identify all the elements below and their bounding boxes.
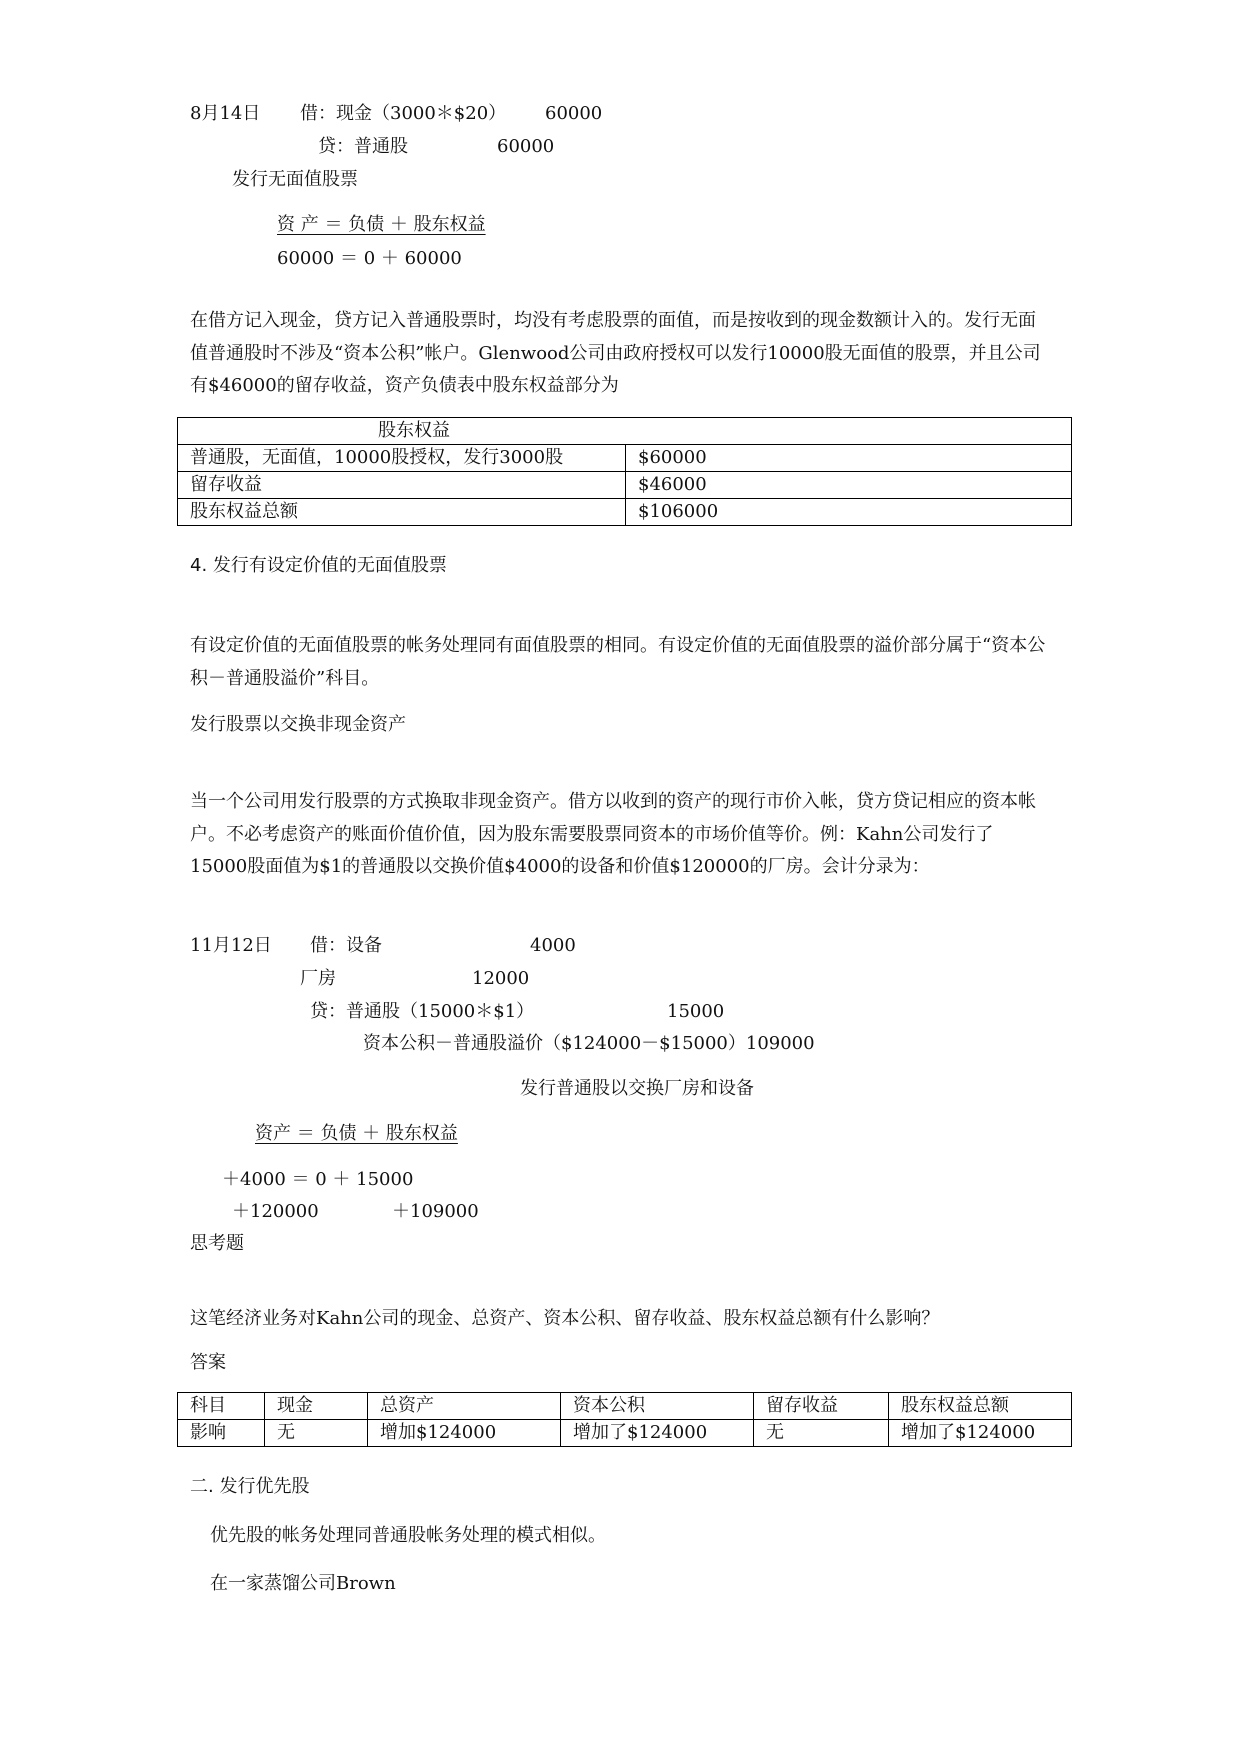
- paragraph-preferred-stock: 优先股的帐务处理同普通股帐务处理的模式相似。: [210, 1525, 606, 1546]
- entry2-date: 11月12日: [190, 935, 272, 956]
- entry2-credit1-amount: 15000: [667, 1001, 725, 1022]
- entry2-debit1: 借：设备: [310, 935, 382, 956]
- entry2-equation-line1: ＋4000 ＝ 0 ＋ 15000: [222, 1169, 414, 1190]
- entry2-equation-header: 资产 ＝ 负债 ＋ 股东权益: [255, 1123, 458, 1144]
- answer-cell: 影响: [178, 1420, 265, 1447]
- answer-cell: 无: [265, 1420, 368, 1447]
- answer-cell: 增加$124000: [368, 1420, 561, 1447]
- entry1-date: 8月14日: [190, 103, 261, 124]
- question-text: 这笔经济业务对Kahn公司的现金、总资产、资本公积、留存收益、股东权益总额有什么影响？: [190, 1308, 940, 1329]
- answer-header-cell: 现金: [265, 1393, 368, 1420]
- entry2-debit1-amount: 4000: [530, 935, 576, 956]
- equity-table: [177, 417, 1072, 526]
- answer-cell: 增加了$124000: [561, 1420, 754, 1447]
- answer-header-cell: 科目: [178, 1393, 265, 1420]
- answer-header-cell: 总资产: [368, 1393, 561, 1420]
- answer-table: [177, 1392, 1072, 1447]
- equity-row-label: 普通股，无面值，10000股授权，发行3000股: [178, 445, 626, 472]
- entry2-note: 发行普通股以交换厂房和设备: [520, 1078, 754, 1099]
- answer-cell: 增加了$124000: [889, 1420, 1072, 1447]
- entry2-equation-line2-left: ＋120000: [232, 1201, 319, 1222]
- equity-row-value: $106000: [626, 499, 1072, 526]
- equity-row-value: $46000: [626, 472, 1072, 499]
- table-row: [178, 1420, 1072, 1447]
- entry2-equation-line2-right: ＋109000: [392, 1201, 479, 1222]
- entry2-debit2-amount: 12000: [472, 968, 530, 989]
- subheading-noncash-exchange: 发行股票以交换非现金资产: [190, 714, 406, 735]
- table-row: [178, 445, 1072, 472]
- answer-header-cell: 留存收益: [754, 1393, 889, 1420]
- section-4-heading: 4. 发行有设定价值的无面值股票: [190, 555, 447, 576]
- table-row: [178, 472, 1072, 499]
- paragraph-no-par-explanation: 在借方记入现金，贷方记入普通股票时，均没有考虑股票的面值，而是按收到的现金数额计入的。发行无面值普通股时不涉及“资本公积”帐户。Glenwood公司由政府授权可以发行10000股无面值的股票，并且公司有$46000的留存收益，资产负债表中股东权益部分为: [190, 310, 1041, 396]
- entry2-credit1: 贷：普通股（15000＊$1）: [310, 1001, 535, 1022]
- table-row: [178, 499, 1072, 526]
- paragraph-stated-value: 有设定价值的无面值股票的帐务处理同有面值股票的相同。有设定价值的无面值股票的溢价部分属于“资本公积－普通股溢价”科目。: [190, 635, 1046, 689]
- paragraph-brown-company: 在一家蒸馏公司Brown: [210, 1573, 396, 1594]
- entry1-debit: 借：现金（3000＊$20）: [300, 103, 507, 124]
- equity-row-label: 股东权益总额: [178, 499, 626, 526]
- answer-cell: 无: [754, 1420, 889, 1447]
- equity-row-label: 留存收益: [178, 472, 626, 499]
- entry1-note: 发行无面值股票: [232, 169, 358, 190]
- entry1-credit: 贷：普通股: [318, 136, 408, 157]
- entry2-credit2: 资本公积－普通股溢价（$124000－$15000）109000: [363, 1033, 815, 1054]
- answer-header-cell: 资本公积: [561, 1393, 754, 1420]
- question-label: 思考题: [190, 1233, 244, 1254]
- entry2-debit2: 厂房: [300, 968, 336, 989]
- entry1-debit-amount: 60000: [545, 103, 603, 124]
- answer-label: 答案: [190, 1352, 226, 1373]
- entry1-equation-values: 60000 ＝ 0 ＋ 60000: [277, 248, 462, 269]
- section-2-heading: 二. 发行优先股: [190, 1476, 310, 1497]
- equity-table-header: 股东权益: [178, 418, 1072, 445]
- paragraph-noncash-assets: 当一个公司用发行股票的方式换取非现金资产。借方以收到的资产的现行市价入帐，贷方贷记相应的资本帐户。不必考虑资产的账面价值价值，因为股东需要股票同资本的市场价值等价。例：Kahn公司发行了15000股面值为$1的普通股以交换价值$4000的设备和价值$120000的厂房。会计分录为：: [190, 791, 1036, 877]
- answer-table-header-row: [178, 1393, 1072, 1420]
- entry1-equation-header: 资 产 ＝ 负债 ＋ 股东权益: [277, 214, 486, 235]
- entry1-credit-amount: 60000: [497, 136, 555, 157]
- answer-header-cell: 股东权益总额: [889, 1393, 1072, 1420]
- equity-table-header-row: [178, 418, 1072, 445]
- equity-row-value: $60000: [626, 445, 1072, 472]
